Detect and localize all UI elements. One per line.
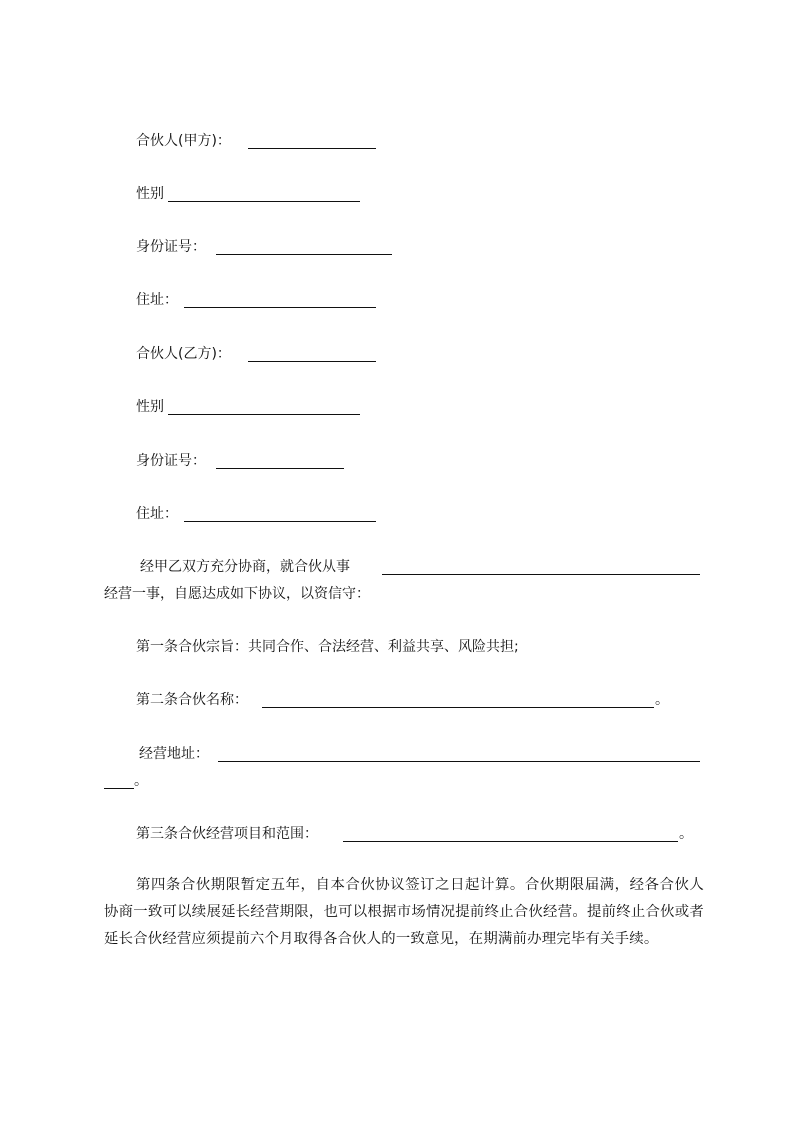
business-items-blank[interactable] (343, 841, 678, 842)
article-2-end: 。 (655, 692, 669, 708)
party-a-id-label: 身份证号： (136, 239, 206, 255)
party-a-title-line (0, 131, 793, 151)
business-scope-blank[interactable] (382, 574, 700, 575)
party-a-gender-line (0, 184, 793, 204)
intro-suffix: 经营一事，自愿达成如下协议，以资信守： (104, 586, 370, 602)
party-b-address-label: 住址： (136, 506, 178, 522)
article-2-label: 第二条合伙名称： (136, 692, 248, 708)
party-a-address-blank[interactable] (184, 307, 376, 308)
intro-line-1 (0, 557, 793, 577)
article-3-end: 。 (679, 826, 693, 842)
article-1-line (0, 637, 793, 657)
party-a-gender-label: 性别 (136, 186, 164, 202)
party-b-gender-label: 性别 (136, 399, 164, 415)
business-address-end: 。 (134, 773, 148, 789)
party-a-address-label: 住址： (136, 292, 178, 308)
article-4-paragraph: 第四条合伙期限暂定五年，自本合伙协议签订之日起计算。合伙期限届满，经各合伙人协商一致可以续展延长经营期限，也可以根据市场情况提前终止合伙经营。提前终止合伙或者延长合伙经营应须提前六个月取得各合伙人的一致意见，在期满前办理完毕有关手续。 (104, 877, 704, 947)
party-b-title-line (0, 344, 793, 364)
party-b-gender-blank[interactable] (168, 414, 360, 415)
business-address-blank[interactable] (218, 761, 700, 762)
party-b-title: 合伙人(乙方)： (136, 346, 231, 362)
party-b-id-line (0, 451, 793, 471)
business-address-blank-continued[interactable] (104, 788, 134, 789)
article-3-line (0, 824, 793, 844)
business-address-line-2 (0, 771, 793, 791)
party-a-gender-blank[interactable] (168, 201, 360, 202)
party-a-title: 合伙人(甲方)： (136, 133, 231, 149)
party-a-name-blank[interactable] (248, 148, 376, 149)
party-b-id-blank[interactable] (216, 468, 344, 469)
party-a-address-line (0, 290, 793, 310)
intro-prefix: 经甲乙双方充分协商，就合伙从事 (140, 559, 350, 575)
business-address-line-1 (0, 744, 793, 764)
party-b-address-line (0, 504, 793, 524)
party-a-id-blank[interactable] (216, 254, 392, 255)
intro-line-2 (0, 584, 793, 604)
party-a-id-line (0, 237, 793, 257)
article-1-text: 第一条合伙宗旨：共同合作、合法经营、利益共享、风险共担; (136, 639, 519, 655)
party-b-name-blank[interactable] (248, 361, 376, 362)
business-address-label: 经营地址： (139, 746, 209, 762)
party-b-address-blank[interactable] (184, 521, 376, 522)
party-b-id-label: 身份证号： (136, 453, 206, 469)
partnership-name-blank[interactable] (262, 707, 654, 708)
article-3-label: 第三条合伙经营项目和范围： (136, 826, 318, 842)
article-2-line (0, 690, 793, 710)
party-b-gender-line (0, 397, 793, 417)
